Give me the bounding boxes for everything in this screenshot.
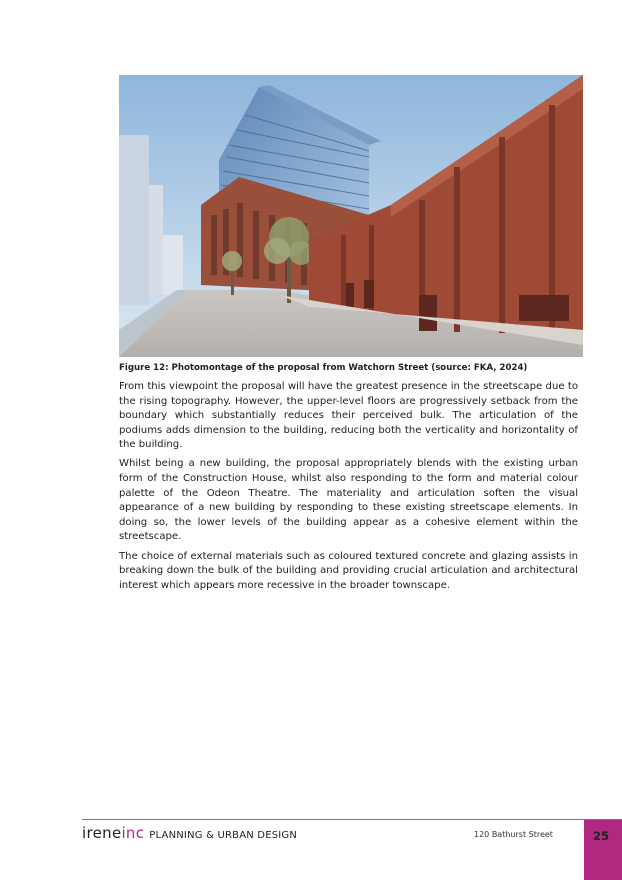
brand-name: irene <box>82 824 122 842</box>
footer-address: 120 Bathurst Street <box>474 830 553 839</box>
paragraph: The choice of external materials such as coloured textured concrete and glazing assists in breaking down the bulk of the building and providing crucial articulation and architectural interest which appears more recessive in the broader townscape. <box>119 550 578 591</box>
photomontage-image <box>119 75 583 357</box>
figure-caption: Figure 12: Photomontage of the proposal from Watchorn Street (source: FKA, 2024) <box>119 363 528 373</box>
footer-brand-logo <box>82 823 297 842</box>
brand-tagline: PLANNING & URBAN DESIGN <box>149 830 298 841</box>
page-number: 25 <box>592 829 609 843</box>
body-text <box>119 380 578 598</box>
footer-divider <box>82 819 622 820</box>
paragraph: From this viewpoint the proposal will have the greatest presence in the streetscape due to the rising topography. However, the upper-level floors are progressively setback from the boundary which substantially reduces their perceived bulk. The articulation of the podiums adds dimension to the building, reducing both the verticality and horizontality of the building. <box>119 381 578 451</box>
brand-suffix: inc <box>121 824 145 842</box>
paragraph: Whilst being a new building, the proposal appropriately blends with the existing urban form of the Construction House, whilst also responding to the form and material colour palette of the Odeon Theatre. The materiality and articulation soften the visual appearance of a new building by responding to these existing streetscape elements. In doing so, the lower levels of the building appear as a cohesive element within the streetscape. <box>119 458 578 543</box>
page-number-box <box>584 820 622 880</box>
